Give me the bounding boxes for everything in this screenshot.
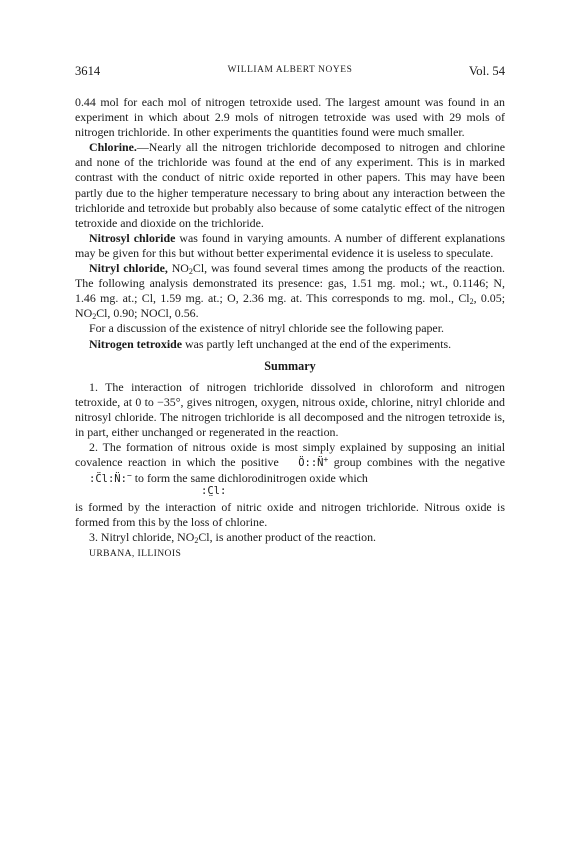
electron-dot-formula-cation bbox=[284, 456, 328, 471]
summary-item-3 bbox=[75, 530, 505, 545]
volume-label: Vol. 54 bbox=[468, 64, 505, 78]
electron-dot-formula-anion bbox=[75, 472, 132, 487]
paragraph-text: was found in varying amounts. A number of different explanations may be given for this but without better experimental evidence it is useless to speculate. bbox=[75, 230, 505, 260]
paragraph-text: group combines with the negative bbox=[328, 455, 505, 470]
charge-superscript: − bbox=[126, 471, 132, 481]
paragraph-nitrogen-tetroxide bbox=[75, 337, 505, 352]
paragraph-text: , 0.05; NO bbox=[75, 291, 506, 321]
paragraph-chlorine bbox=[75, 140, 505, 231]
paragraph-text: Cl, was found several times among the products of the reaction. The following analysis demonstrated its presence: gas, 1.51 mg. mol.; wt., 0.1146; N, 1.46 mg. at.; Cl, 1.59 mg. at.; O, 2.36 mg. at. This corresponds to mg. mol., Cl bbox=[75, 261, 505, 306]
formula-text: Ö::N̈ bbox=[298, 457, 324, 470]
paragraph-nitryl-chloride bbox=[75, 261, 505, 321]
paragraph-text: Cl, is another product of the reaction. bbox=[198, 530, 376, 545]
paragraph-text: 2. The formation of nitrous oxide is most simply explained by supposing an initial covalence reaction in which the positive bbox=[75, 439, 505, 470]
summary-item-2-continued: is formed by the interaction of nitric oxide and nitrogen trichloride. Nitrous oxide is formed from this by the loss of chlorine. bbox=[75, 500, 505, 530]
page-number: 3614 bbox=[75, 64, 101, 78]
running-author: WILLIAM ALBERT NOYES bbox=[227, 65, 353, 75]
subscript: 2 bbox=[188, 267, 193, 277]
paragraph-text: NO bbox=[167, 261, 189, 276]
electron-dot-formula-lower: :C̤l: bbox=[201, 485, 227, 498]
summary-item-2 bbox=[75, 440, 505, 487]
subscript: 2 bbox=[92, 312, 97, 322]
run-in-heading-nitrosyl-chloride: Nitrosyl chloride bbox=[89, 230, 176, 245]
summary-heading: Summary bbox=[264, 358, 316, 373]
paragraph-text: Cl, 0.90; NOCl, 0.56. bbox=[96, 306, 199, 321]
run-in-heading-nitryl-chloride: Nitryl chloride, bbox=[89, 261, 168, 276]
paragraph-continued: 0.44 mol for each mol of nitrogen tetroxide used. The largest amount was found in an experiment in which about 2.9 mols of nitrogen tetroxide was used with 29 mols of nitrogen trichloride. In other experiments the quantities found were much smaller. bbox=[75, 95, 505, 140]
paragraph-discussion: For a discussion of the existence of nitryl chloride see the following paper. bbox=[89, 321, 444, 336]
summary-item-1: 1. The interaction of nitrogen trichloride dissolved in chloroform and nitrogen tetroxide, at 0 to −35°, gives nitrogen, oxygen, nitrous oxide, chlorine, nitryl chloride and nitrosyl chloride. The nitrogen trichloride is all decomposed and the nitrogen tetroxide is, in part, either unchanged or regenerated in the reaction. bbox=[75, 379, 505, 439]
run-in-heading-chlorine: Chlorine. bbox=[89, 140, 137, 155]
paragraph-nitrosyl-chloride bbox=[75, 231, 505, 261]
paragraph-text: to form the same dichlorodinitrogen oxide which bbox=[131, 471, 368, 486]
formula-text: :C̈l:N̈: bbox=[89, 473, 127, 486]
charge-superscript: + bbox=[323, 455, 329, 465]
paragraph-text: 3. Nitryl chloride, NO bbox=[89, 530, 195, 545]
run-in-heading-nitrogen-tetroxide: Nitrogen tetroxide bbox=[89, 336, 183, 351]
subscript: 2 bbox=[469, 297, 474, 307]
paragraph-text: —Nearly all the nitrogen trichloride decomposed to nitrogen and chlorine and none of the trichloride was found at the end of any experiment. This is in marked contrast with the conduct of nitric oxide reported in other papers. This may have been partly due to the higher temperature necessary to bring about any interaction between the trichloride and tetroxide but probably also because of some catalytic effect of the nitrogen tetroxide and dioxide on the trichloride. bbox=[75, 140, 505, 230]
running-header bbox=[75, 64, 505, 84]
affiliation: URBANA, ILLINOIS bbox=[89, 547, 182, 559]
paragraph-text: was partly left unchanged at the end of the experiments. bbox=[182, 336, 452, 351]
journal-page bbox=[75, 64, 505, 559]
subscript: 2 bbox=[194, 536, 199, 546]
